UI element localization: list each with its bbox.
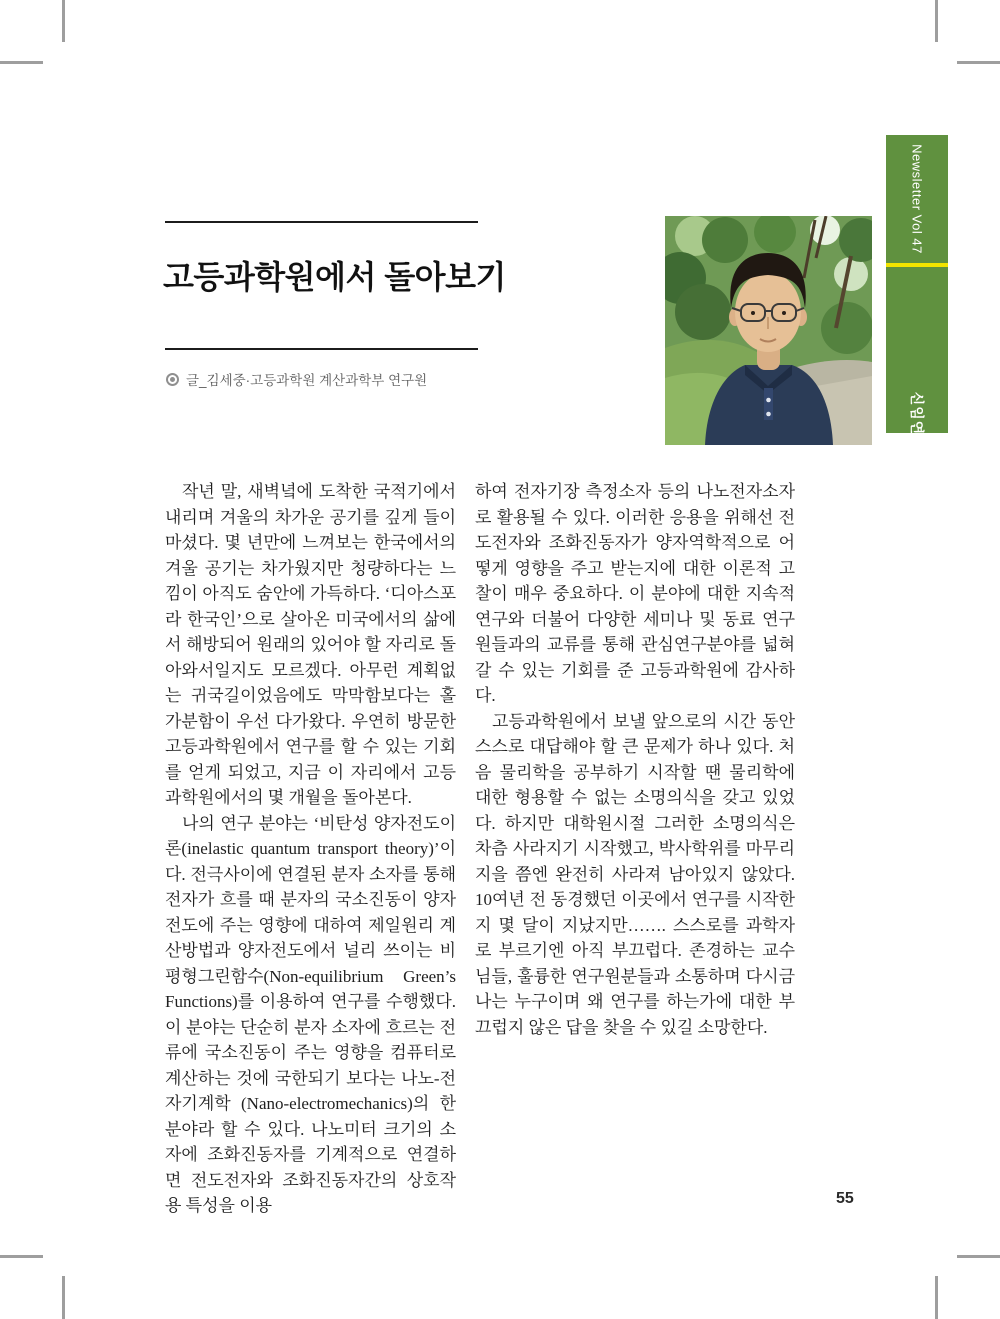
- paragraph: 작년 말, 새벽녘에 도착한 국적기에서 내리며 겨울의 차가운 공기를 깊게 들이마셨다. 몇 년만에 느껴보는 한국에서의 겨울 공기는 차가웠지만 청량하다는 느낌이 아직도 숨안에 가득하다. ‘디아스포라 한국인’으로 살아온 미국에서의 삶에서 해방되어 원래의 있어야 할 자리로 돌아와서일지도 모르겠다. 아무런 계획없는 귀국길이었음에도 막막함보다는 홀가분함이 우선 다가왔다. 우연히 방문한 고등과학원에서 연구를 할 수 있는 기회를 얻게 되었고, 지금 이 자리에서 고등과학원에서의 몇 개월을 돌아본다.: [165, 482, 456, 807]
- section-name-label: 신임연구진 소개: [909, 391, 925, 499]
- paragraph: 나의 연구 분야는 ‘비탄성 양자전도이론(inelastic quantum transport theory)’이다. 전극사이에 연결된 분자 소자를 통해 전자가 흐를 때 분자의 국소진동이 양자전도에 주는 영향에 대하여 제일원리 계산방법과 양자전도에서 널리 쓰이는 비평형그린함수(Non-equilibrium Green’s Functions)를 이용하여 연구를 수행했다. 이 분야는 단순히 분자 소자에 흐르는 전류에 국소진동이 주는 영향을 컴퓨터로 계산하는 것에 국한되기 보다는 나노-전자기계학 (Nano-electromechanics)의 한 분야라 할 수 있다. 나노미터 크기의 소자에 조화진동자를 기계적으로 연결하면 전도전자와 조화진동자간의 상호작용 특성을 이용: [165, 813, 456, 1215]
- crop-mark-bottom-right-horizontal: [957, 1255, 1000, 1258]
- crop-mark-bottom-right-vertical: [935, 1276, 938, 1319]
- crop-mark-bottom-left-vertical: [62, 1276, 65, 1319]
- crop-mark-bottom-left-horizontal: [0, 1255, 43, 1258]
- paragraph: 고등과학원에서 보낼 앞으로의 시간 동안 스스로 대답해야 할 큰 문제가 하나 있다. 처음 물리학을 공부하기 시작할 땐 물리학에 대한 형용할 수 없는 소명의식을 갖고 있었다. 하지만 대학원시절 그러한 소명의식은 차츰 사라지기 시작했고, 박사학위를 마무리지을 쯤엔 완전히 사라져 남아있지 않았다. 10여년 전 동경했던 이곳에서 연구를 시작한 지 몇 달이 지났지만……. 스스로를 과학자로 부르기엔 아직 부끄럽다. 존경하는 교수님들, 훌륭한 연구원분들과 소통하며 다시금 나는 누구이며 왜 연구를 하는가에 대한 부끄럽지 않은 답을 찾을 수 있길 소망한다.: [475, 711, 795, 1037]
- page-number: 55: [836, 1190, 854, 1207]
- crop-mark-top-right-horizontal: [957, 61, 1000, 64]
- newsletter-volume-tab: [886, 135, 948, 263]
- title-rule-top: [165, 221, 478, 223]
- newsletter-volume-label: Newsletter Vol 47: [909, 144, 925, 254]
- crop-mark-top-left-vertical: [62, 0, 65, 42]
- paragraph: 하여 전자기장 측정소자 등의 나노전자소자로 활용될 수 있다. 이러한 응용을 위해선 전도전자와 조화진동자가 양자역학적으로 어떻게 영향을 주고 받는지에 대한 이론적 고찰이 매우 중요하다. 이 분야에 대한 지속적 연구와 더불어 다양한 세미나 및 동료 연구원들과의 교류를 통해 관심연구분야를 넓혀갈 수 있는 기회를 준 고등과학원에 감사하다.: [475, 482, 795, 705]
- section-name-tab: [886, 267, 948, 499]
- portrait-photo-illustration: [665, 216, 872, 445]
- article-title: 고등과학원에서 돌아보기: [163, 259, 506, 295]
- crop-mark-top-right-vertical: [935, 0, 938, 42]
- body-column-right: [475, 479, 795, 1040]
- double-circle-icon: [166, 373, 179, 386]
- section-tab-band: [886, 135, 948, 499]
- crop-mark-top-left-horizontal: [0, 61, 43, 64]
- title-rule-bottom: [165, 348, 478, 350]
- portrait-photo: [665, 216, 872, 445]
- byline-text: 글_김세중·고등과학원 계산과학부 연구원: [186, 373, 428, 388]
- body-column-left: [165, 479, 456, 1219]
- byline: [166, 369, 427, 389]
